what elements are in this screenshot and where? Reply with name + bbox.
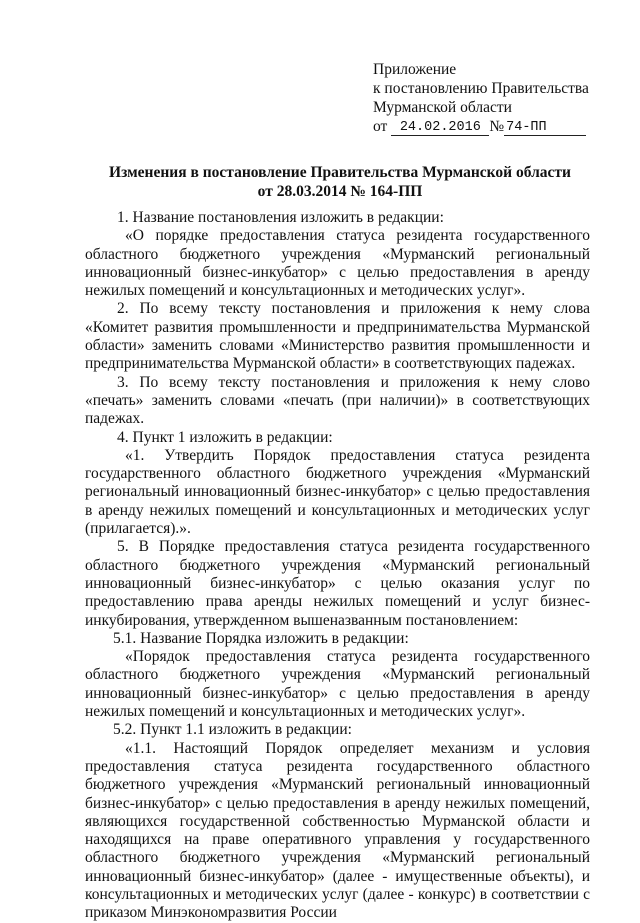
paragraph-3: 3. По всему тексту постановления и приложения к нему слово «печать» заменить словами «печать (при наличии)» в соответствующих падежах.	[85, 373, 590, 428]
appendix-label: Приложение	[373, 61, 457, 78]
paragraph-5-1-quote: «Порядок предоставления статуса резидента государственного областного бюджетного учреждения «Мурманский региональный инновационный бизнес-инкубатор» с целью предоставления в аренду нежилых помещений и консультационных и методических услуг».	[85, 648, 590, 721]
document-body	[85, 209, 590, 923]
document-title	[90, 163, 590, 201]
paragraph-1: 1. Название постановления изложить в редакции:	[117, 209, 444, 226]
paragraph-4-quote: «1. Утвердить Порядок предоставления статуса резидента государственного областного бюджетного учреждения «Мурманский региональный инновационный бизнес-инкубатор» с целью предоставления в аренду нежилых помещений и консультационных и методических услуг (прилагается).».	[85, 446, 590, 538]
paragraph-1-quote: «О порядке предоставления статуса резидента государственного областного бюджетного учреждения «Мурманский региональный инновационный бизнес-инкубатор» с целью предоставления в аренду нежилых помещений и консультационных и методических услуг».	[85, 227, 590, 300]
document-date: 24.02.2016	[391, 121, 489, 136]
title-line-1: Изменения в постановление Правительства Мурманской области	[109, 164, 571, 181]
appendix-region: Мурманской области	[373, 99, 512, 116]
number-sign: №	[489, 118, 505, 135]
paragraph-5-2: 5.2. Пункт 1.1 изложить в редакции:	[113, 721, 352, 739]
appendix-header	[373, 60, 589, 136]
appendix-date-number-line	[373, 117, 589, 136]
paragraph-4: 4. Пункт 1 изложить в редакции:	[117, 428, 333, 446]
document-number: 74-ПП	[504, 121, 586, 136]
title-line-2: от 28.03.2014 № 164-ПП	[257, 183, 423, 200]
paragraph-5-2-quote: «1.1. Настоящий Порядок определяет механизм и условия предоставления статуса резидента государственного областного бюджетного учреждения «Мурманский региональный инновационный бизнес-инкубатор» с целью предоставления в аренду нежилых помещений, являющихся государственной собственностью Мурманской области и находящихся на праве оперативного управления у государственного областного бюджетного учреждения «Мурманский региональный инновационный бизнес-инкубатор» (далее - имущественные объекты), и консультационных и методических услуг (далее - конкурс) в соответствии с приказом Минэкономразвития России	[85, 739, 590, 922]
appendix-resolution-ref: к постановлению Правительства	[373, 80, 589, 97]
paragraph-5: 5. В Порядке предоставления статуса резидента государственного областного бюджетного учреждения «Мурманский региональный инновационный бизнес-инкубатор» с целью оказания услуг по предоставлению права аренды нежилых помещений и услуг бизнес-инкубирования, утвержденном вышеназванным постановлением:	[85, 538, 590, 629]
paragraph-2: 2. По всему тексту постановления и приложения к нему слова «Комитет развития промышленности и предпринимательства Мурманской области» заменить словами «Министерство развития промышленности и предпринимательства Мурманской области» в соответствующих падежах.	[85, 300, 590, 373]
from-label: от	[373, 118, 388, 135]
paragraph-5-1: 5.1. Название Порядка изложить в редакции:	[113, 629, 409, 647]
